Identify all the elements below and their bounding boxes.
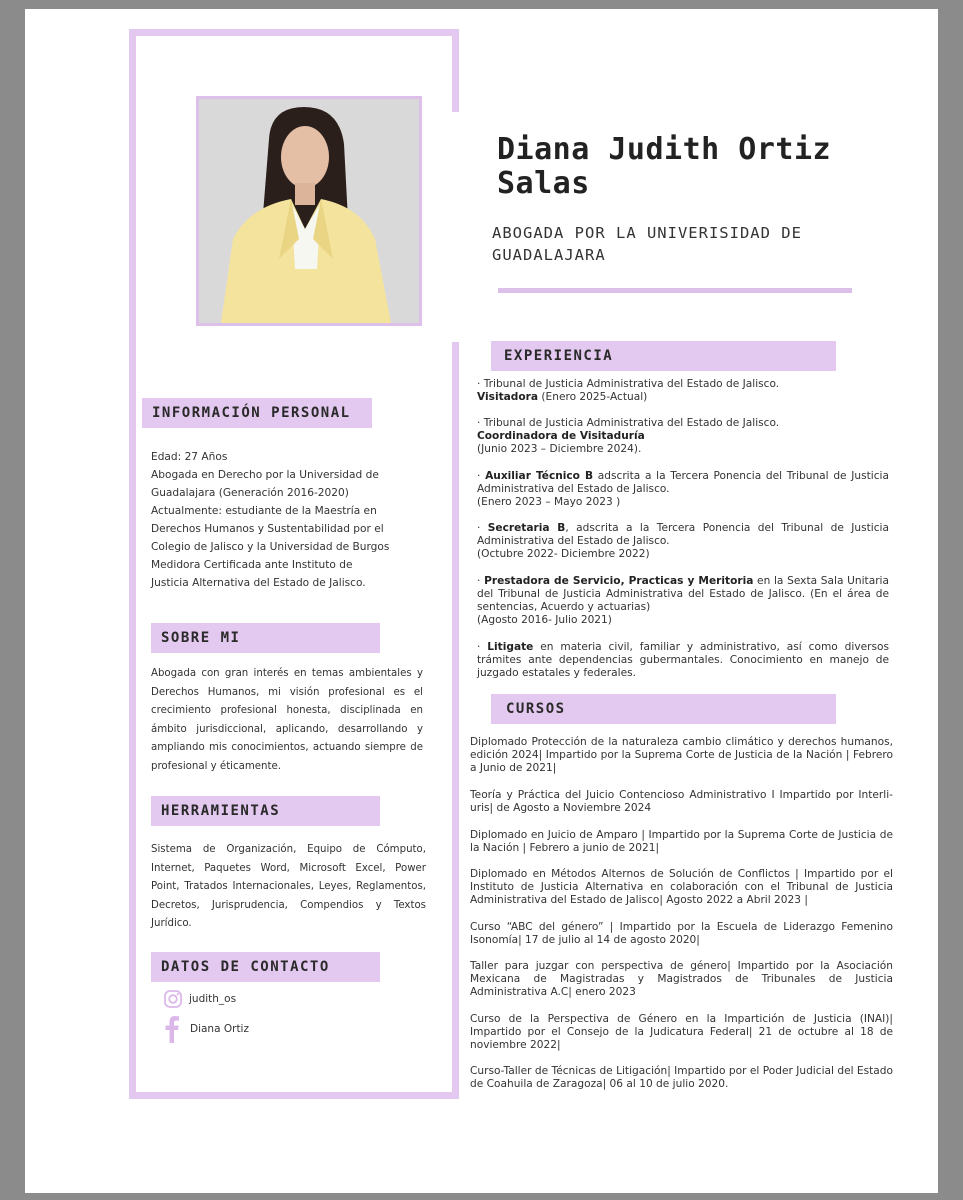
experience-item: · Litigate en materia civil, familiar y administrativo, así como diversos trámites ante dependencias gubermantales. Conocimiento en manejo de juzgado estatales y federales.	[477, 641, 889, 679]
personal-mediator: Medidora Certificada ante Instituto de Justicia Alternativa del Estado de Jalisco.	[151, 559, 366, 589]
full-name	[497, 133, 897, 201]
experience-org: · Tribunal de Justicia Administrativa del Estado de Jalisco.	[477, 378, 780, 390]
profile-photo	[196, 96, 422, 326]
experience-org: · Tribunal de Justicia Administrativa del Estado de Jalisco.	[477, 417, 780, 429]
course-item: Diplomado Protección de la naturaleza cambio climático y derechos humanos, edición 2024| Impartido por la Suprema Corte de Justicia de la Nación | Febrero a Junio de 2021|	[470, 736, 893, 774]
section-heading-experience: EXPERIENCIA	[491, 341, 836, 371]
experience-dates: (Junio 2023 – Diciembre 2024).	[477, 443, 642, 455]
experience-item: · Secretaria B, adscrita a la Tercera Ponencia del Tribunal de Justicia Administrativa del Estado de Jalisco. (Octubre 2022- Diciembre 2022)	[477, 522, 889, 560]
resume-page	[25, 9, 938, 1193]
experience-role: Secretaria B	[487, 522, 566, 534]
personal-current: Actualmente: estudiante de la Maestría en Derechos Humanos y Sustentabilidad por el Colegio de Jalisco y la Universidad de Burgos	[151, 505, 390, 553]
contact-facebook[interactable]	[163, 1015, 249, 1043]
experience-role: Litigate	[487, 641, 534, 653]
experience-desc: adscrita a la Tercera Ponencia del Tribunal de Justicia Administrativa del Estado de Jalisco.	[477, 470, 889, 495]
section-heading-about: SOBRE MI	[151, 623, 380, 653]
frame-border	[452, 29, 459, 112]
experience-dates: (Enero 2025-Actual)	[538, 391, 648, 403]
course-item: Curso de la Perspectiva de Género en la Impartición de Justicia (INAI)| Impartido por el Consejo de la Judicatura Federal| 21 de octubre al 18 de noviembre 2022|	[470, 1013, 893, 1051]
course-item: Taller para juzgar con perspectiva de género| Impartido por la Asociación Mexicana de Magistradas y Magistrados de Tribunales de Justicia Administrativa A.C| enero 2023	[470, 960, 893, 998]
section-heading-personal: INFORMACIÓN PERSONAL	[142, 398, 372, 428]
experience-item	[477, 378, 889, 404]
experience-dates: (Enero 2023 – Mayo 2023 )	[477, 496, 621, 508]
experience-item: · Auxiliar Técnico B adscrita a la Tercera Ponencia del Tribunal de Justicia Administrativa del Estado de Jalisco. (Enero 2023 – Mayo 2023 )	[477, 470, 889, 508]
experience-desc: en materia civil, familiar y administrativo, así como diversos trámites ante dependencias gubermantales. Conocimiento en manejo de juzgado estatales y federales.	[477, 641, 889, 679]
instagram-icon	[163, 989, 183, 1009]
experience-dates: (Octubre 2022- Diciembre 2022)	[477, 548, 650, 560]
frame-border	[129, 1092, 459, 1099]
instagram-handle: judith_os	[189, 993, 237, 1005]
frame-border	[452, 342, 459, 1099]
subtitle-line: GUADALAJARA	[492, 246, 606, 264]
experience-dates: (Agosto 2016- Julio 2021)	[477, 614, 612, 626]
experience-role: Visitadora	[477, 391, 539, 403]
course-item: Curso-Taller de Técnicas de Litigación| Impartido por el Poder Judicial del Estado de Coahuila de Zaragoza| 06 al 10 de julio 2020.	[470, 1065, 893, 1090]
about-text: Abogada con gran interés en temas ambientales y Derechos Humanos, mi visión profesional es el crecimiento profesional honesta, disciplinada en ámbito jurisdiccional, aplicando, desarrollando y ampliando mis conocimientos, actuando siempre de profesional y éticamente.	[151, 668, 423, 772]
course-item: Curso “ABC del género” | Impartido por la Escuela de Liderazgo Femenino Isonomía| 17 de julio al 14 de agosto 2020|	[470, 921, 893, 946]
frame-border	[129, 29, 459, 36]
experience-role: Coordinadora de Visitaduría	[477, 430, 645, 442]
course-item: Teoría y Práctica del Juicio Contencioso Administrativo I Impartido por Interli-uris| de Agosto a Noviembre 2024	[470, 789, 893, 814]
experience-role: Prestadora de Servicio, Practicas y Meritoria	[484, 575, 754, 587]
section-heading-tools: HERRAMIENTAS	[151, 796, 380, 826]
job-title	[492, 222, 892, 266]
facebook-name: Diana Ortiz	[190, 1023, 249, 1035]
experience-desc: , adscrita a la Tercera Ponencia del Tribunal de Justicia Administrativa del Estado de Jalisco.	[477, 522, 889, 547]
name-line: Salas	[497, 166, 590, 201]
section-heading-courses: CURSOS	[491, 694, 836, 724]
facebook-icon	[163, 1015, 181, 1043]
personal-degree: Abogada en Derecho por la Universidad de Guadalajara (Generación 2016-2020)	[151, 469, 379, 499]
contact-instagram[interactable]	[163, 989, 236, 1009]
experience-item	[477, 417, 889, 456]
course-item: Diplomado en Métodos Alternos de Solución de Conflictos | Impartido por el Instituto de Justicia Alternativa en colaboración con el Tribunal de Justicia Administrativa del Estado de Jalisco| Agosto 2022 a Abril 2023 |	[470, 868, 893, 906]
experience-role: Auxiliar Técnico B	[485, 470, 594, 482]
section-heading-contact: DATOS DE CONTACTO	[151, 952, 380, 982]
experience-desc: en la Sexta Sala Unitaria del Tribunal de Justicia Administrativa del Estado de Jalisco. (En el área de sentencias, Acuerdo y actuarias)	[477, 575, 889, 613]
tools-text: Sistema de Organización, Equipo de Cómputo, Internet, Paquetes Word, Microsoft Excel, Power Point, Tratados Internacionales, Leyes, Reglamentos, Decretos, Jurisprudencia, Compendios y Textos Jurídico.	[151, 844, 426, 929]
experience-item: · Prestadora de Servicio, Practicas y Meritoria en la Sexta Sala Unitaria del Tribunal de Justicia Administrativa del Estado de Jalisco. (En el área de sentencias, Acuerdo y actuarias) (Agosto 2016- Julio 2021)	[477, 575, 889, 626]
personal-age: Edad: 27 Años	[151, 451, 228, 463]
subtitle-line: ABOGADA POR LA UNIVERISIDAD DE	[492, 224, 802, 242]
divider	[498, 288, 852, 293]
course-item: Diplomado en Juicio de Amparo | Impartido por la Suprema Corte de Justicia de la Nación | Febrero a junio de 2021|	[470, 829, 893, 854]
name-line: Diana Judith Ortiz	[497, 132, 832, 167]
personal-info	[151, 448, 391, 592]
frame-border	[129, 29, 136, 1099]
